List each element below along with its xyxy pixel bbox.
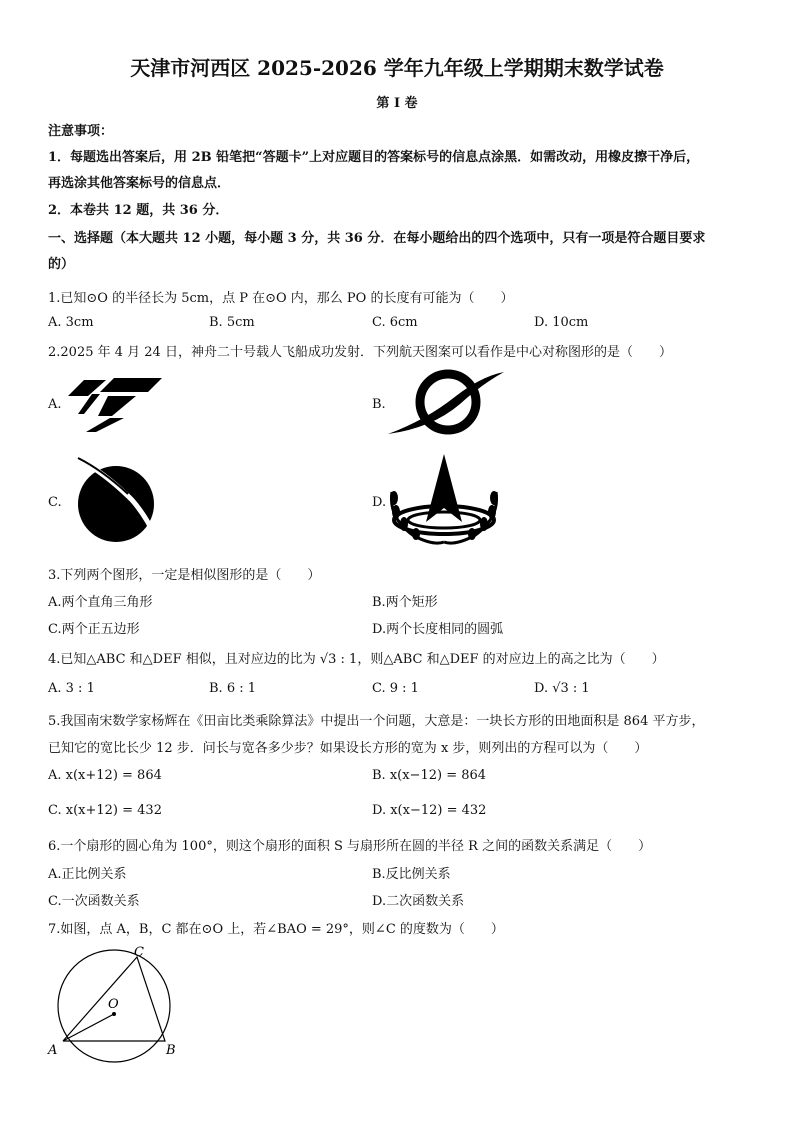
q5-option-d[interactable]: D. x(x−12) = 432 (372, 803, 487, 818)
question-7: 7.如图，点 A，B，C 都在⊙O 上，若∠BAO = 29°，则∠C 的度数为（ ） (48, 922, 504, 937)
question-1: 1.已知⊙O 的半径长为 5cm，点 P 在⊙O 内，那么 PO 的长度有可能为（ ） (48, 291, 514, 306)
circle-triangle-figure (44, 944, 184, 1064)
q5-option-c[interactable]: C. x(x+12) = 432 (48, 803, 162, 818)
q3-option-c[interactable]: C.两个正五边形 (48, 622, 140, 637)
q5-option-b[interactable]: B. x(x−12) = 864 (372, 768, 487, 783)
question-5-cont: 已知它的宽比长少 12 步．问长与宽各多少步？如果设长方形的宽为 x 步，则列出的方程可以为（ ） (48, 741, 648, 756)
q6-option-d[interactable]: D.二次函数关系 (372, 894, 465, 909)
exam-title: 天津市河西区 2025-2026 学年九年级上学期期末数学试卷 (130, 56, 664, 80)
label-o: O (108, 997, 119, 1012)
label-c: C (134, 945, 144, 960)
notice-item-1: 1．每题选出答案后，用 2B 铅笔把“答题卡”上对应题目的答案标号的信息点涂黑．如需改动，用橡皮擦干净后， (48, 150, 700, 165)
q3-option-d[interactable]: D.两个长度相同的圆弧 (372, 622, 504, 637)
notice-item-2: 2．本卷共 12 题，共 36 分． (48, 203, 229, 218)
q1-option-b[interactable]: B. 5cm (209, 315, 255, 330)
q4-option-b[interactable]: B. 6 : 1 (209, 681, 257, 696)
q4-option-c[interactable]: C. 9 : 1 (372, 681, 419, 696)
q6-option-a[interactable]: A.正比例关系 (48, 867, 127, 882)
question-2: 2.2025 年 4 月 24 日，神舟二十号载人飞船成功发射．下列航天图案可以看作是中心对称图形的是（ ） (48, 345, 672, 360)
question-6: 6.一个扇形的圆心角为 100°，则这个扇形的面积 S 与扇形所在圆的半径 R 之间的函数关系满足（ ） (48, 839, 652, 854)
notice-item-1-cont: 再选涂其他答案标号的信息点． (48, 176, 231, 191)
q3-option-a[interactable]: A.两个直角三角形 (48, 595, 153, 610)
q2-option-c[interactable]: C. (48, 495, 62, 510)
question-4: 4.已知△ABC 和△DEF 相似，且对应边的比为 √3 : 1，则△ABC 和△DEF 的对应边上的高之比为（ ） (48, 652, 665, 667)
q5-option-a[interactable]: A. x(x+12) = 864 (48, 768, 162, 783)
q6-option-c[interactable]: C.一次函数关系 (48, 894, 140, 909)
q1-option-d[interactable]: D. 10cm (534, 315, 589, 330)
q3-option-b[interactable]: B.两个矩形 (372, 595, 438, 610)
orbit-logo-b-icon (386, 368, 506, 438)
question-5: 5.我国南宋数学家杨辉在《田亩比类乘除算法》中提出一个问题，大意是：一块长方形的田地面积是 864 平方步， (48, 714, 705, 729)
volume-label: 第 I 卷 (376, 96, 418, 111)
notice-heading: 注意事项： (48, 124, 114, 139)
planet-logo-c-icon (72, 454, 162, 544)
q2-option-d[interactable]: D. (372, 495, 387, 510)
section-heading-cont: 的） (48, 257, 75, 272)
q1-option-a[interactable]: A. 3cm (48, 315, 94, 330)
wreath-arrow-logo-d-icon (384, 452, 504, 548)
q1-option-c[interactable]: C. 6cm (372, 315, 418, 330)
q6-option-b[interactable]: B.反比例关系 (372, 867, 451, 882)
label-b: B (166, 1043, 176, 1058)
q4-option-d[interactable]: D. √3 : 1 (534, 681, 590, 696)
q4-option-a[interactable]: A. 3 : 1 (48, 681, 95, 696)
q2-option-a[interactable]: A. (48, 397, 62, 412)
q2-option-b[interactable]: B. (372, 397, 386, 412)
label-a: A (48, 1043, 58, 1058)
shenzhou-logo-a-icon (64, 374, 164, 434)
question-3: 3.下列两个图形，一定是相似图形的是（ ） (48, 568, 321, 583)
section-heading: 一、选择题（本大题共 12 小题，每小题 3 分，共 36 分．在每小题给出的四个选项中，只有一项是符合题目要求 (48, 231, 706, 246)
